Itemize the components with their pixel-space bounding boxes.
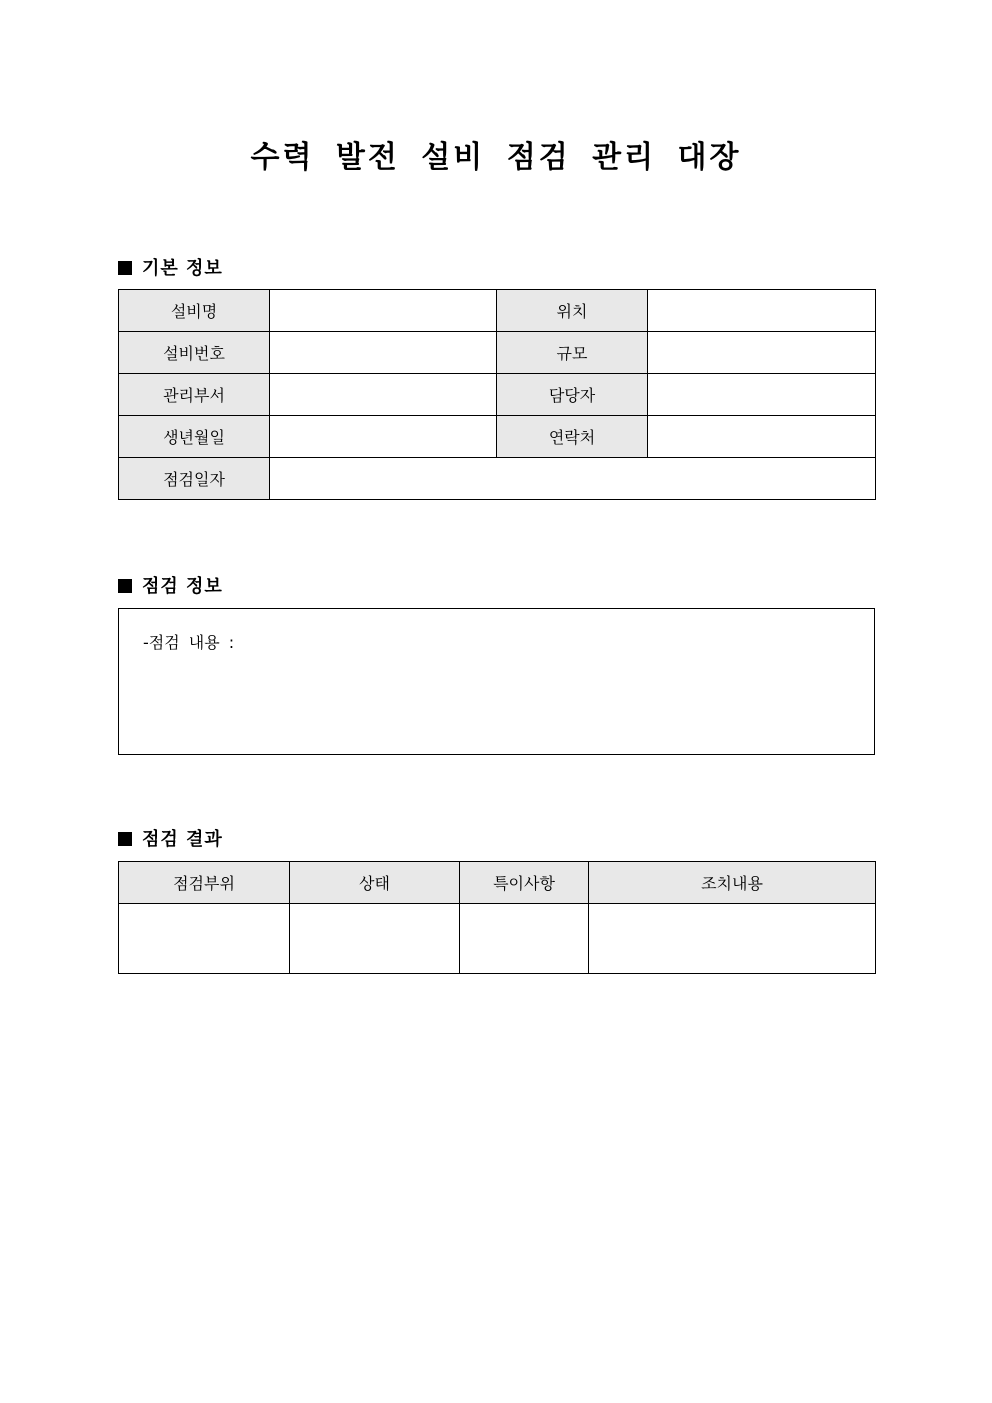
section-heading-label: 점검 정보 — [142, 576, 223, 597]
label-cell-equipment-number: 설비번호 — [119, 332, 270, 374]
basic-info-table — [118, 289, 876, 500]
label-cell-location: 위치 — [497, 290, 648, 332]
inspection-content-box[interactable] — [118, 608, 875, 755]
square-bullet-icon — [118, 832, 132, 846]
label-cell-department: 관리부서 — [119, 374, 270, 416]
value-cell-equipment-number[interactable] — [270, 332, 497, 374]
value-cell-equipment-name[interactable] — [270, 290, 497, 332]
cell-action[interactable] — [589, 904, 876, 974]
cell-status[interactable] — [290, 904, 460, 974]
table-row — [119, 904, 876, 974]
table-row — [119, 374, 876, 416]
table-header-row — [119, 862, 876, 904]
square-bullet-icon — [118, 261, 132, 275]
cell-remarks[interactable] — [460, 904, 589, 974]
value-cell-department[interactable] — [270, 374, 497, 416]
inspection-content-label: -점검 내용 : — [143, 633, 235, 652]
value-cell-location[interactable] — [648, 290, 876, 332]
table-row — [119, 416, 876, 458]
section-heading-label: 기본 정보 — [142, 258, 223, 279]
label-cell-scale: 규모 — [497, 332, 648, 374]
square-bullet-icon — [118, 579, 132, 593]
table-row — [119, 458, 876, 500]
section-heading-inspection-info — [118, 572, 223, 598]
section-heading-label: 점검 결과 — [142, 829, 223, 850]
column-header-action: 조치내용 — [589, 862, 876, 904]
section-heading-inspection-result — [118, 825, 223, 851]
section-heading-basic-info — [118, 254, 223, 280]
label-cell-birth-date: 생년월일 — [119, 416, 270, 458]
table-row — [119, 332, 876, 374]
document-title: 수력 발전 설비 점검 관리 대장 — [250, 140, 742, 175]
label-cell-contact: 연락처 — [497, 416, 648, 458]
value-cell-inspection-date[interactable] — [270, 458, 876, 500]
value-cell-birth-date[interactable] — [270, 416, 497, 458]
value-cell-manager[interactable] — [648, 374, 876, 416]
table-row — [119, 290, 876, 332]
inspection-result-table — [118, 861, 876, 974]
column-header-remarks: 특이사항 — [460, 862, 589, 904]
label-cell-inspection-date: 점검일자 — [119, 458, 270, 500]
column-header-status: 상태 — [290, 862, 460, 904]
cell-inspection-part[interactable] — [119, 904, 290, 974]
value-cell-scale[interactable] — [648, 332, 876, 374]
label-cell-equipment-name: 설비명 — [119, 290, 270, 332]
label-cell-manager: 담당자 — [497, 374, 648, 416]
value-cell-contact[interactable] — [648, 416, 876, 458]
column-header-inspection-part: 점검부위 — [119, 862, 290, 904]
